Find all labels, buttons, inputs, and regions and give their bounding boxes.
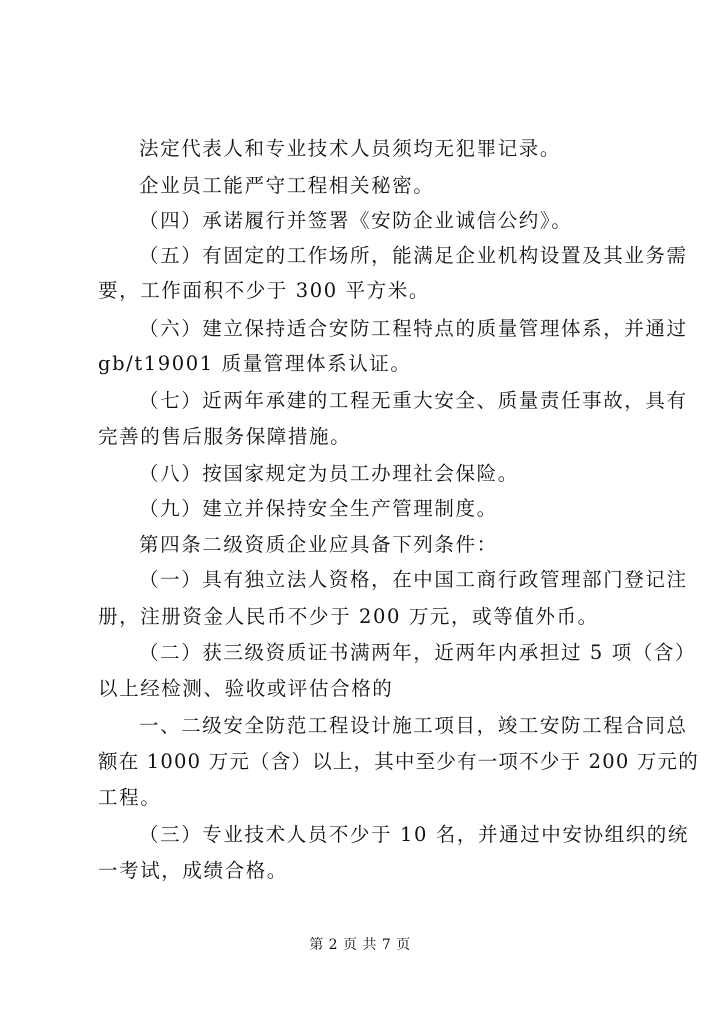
text-line-20: （三）专业技术人员不少于 10 名，并通过中安协组织的统 bbox=[139, 823, 690, 846]
text-line-16: 以上经检测、验收或评估合格的 bbox=[98, 677, 394, 700]
text-line-15: （二）获三级资质证书满两年，近两年内承担过 5 项（含） bbox=[139, 641, 697, 664]
text-line-18: 额在 1000 万元（含）以上，其中至少有一项不少于 200 万元的 bbox=[98, 750, 699, 773]
text-line-17: 一、二级安全防范工程设计施工项目，竣工安防工程合同总 bbox=[139, 714, 688, 737]
page-footer: 第 2 页 共 7 页 bbox=[309, 937, 411, 953]
text-line-5: 要，工作面积不少于 300 平方米。 bbox=[98, 279, 430, 302]
text-line-4: （五）有固定的工作场所，能满足企业机构设置及其业务需 bbox=[139, 244, 688, 267]
text-line-1: 法定代表人和专业技术人员须均无犯罪记录。 bbox=[139, 137, 562, 160]
text-line-6: （六）建立保持适合安防工程特点的质量管理体系，并通过 bbox=[139, 317, 688, 340]
text-line-19: 工程。 bbox=[98, 786, 162, 809]
text-line-21: 一考试，成绩合格。 bbox=[98, 859, 288, 882]
text-line-8: （七）近两年承建的工程无重大安全、质量责任事故，具有 bbox=[139, 389, 688, 412]
text-line-11: （九）建立并保持安全生产管理制度。 bbox=[139, 497, 498, 520]
text-line-9: 完善的售后服务保障措施。 bbox=[98, 425, 352, 448]
text-line-2: 企业员工能严守工程相关秘密。 bbox=[139, 174, 435, 197]
text-line-3: （四）承诺履行并签署《安防企业诚信公约》。 bbox=[139, 209, 573, 232]
text-line-12: 第四条二级资质企业应具备下列条件： bbox=[139, 533, 498, 556]
text-line-10: （八）按国家规定为员工办理社会保险。 bbox=[139, 462, 519, 485]
text-line-14: 册，注册资金人民币不少于 200 万元，或等值外币。 bbox=[98, 605, 599, 628]
text-line-13: （一）具有独立法人资格，在中国工商行政管理部门登记注 bbox=[139, 568, 688, 591]
text-line-7: gb/t19001 质量管理体系认证。 bbox=[98, 352, 412, 375]
